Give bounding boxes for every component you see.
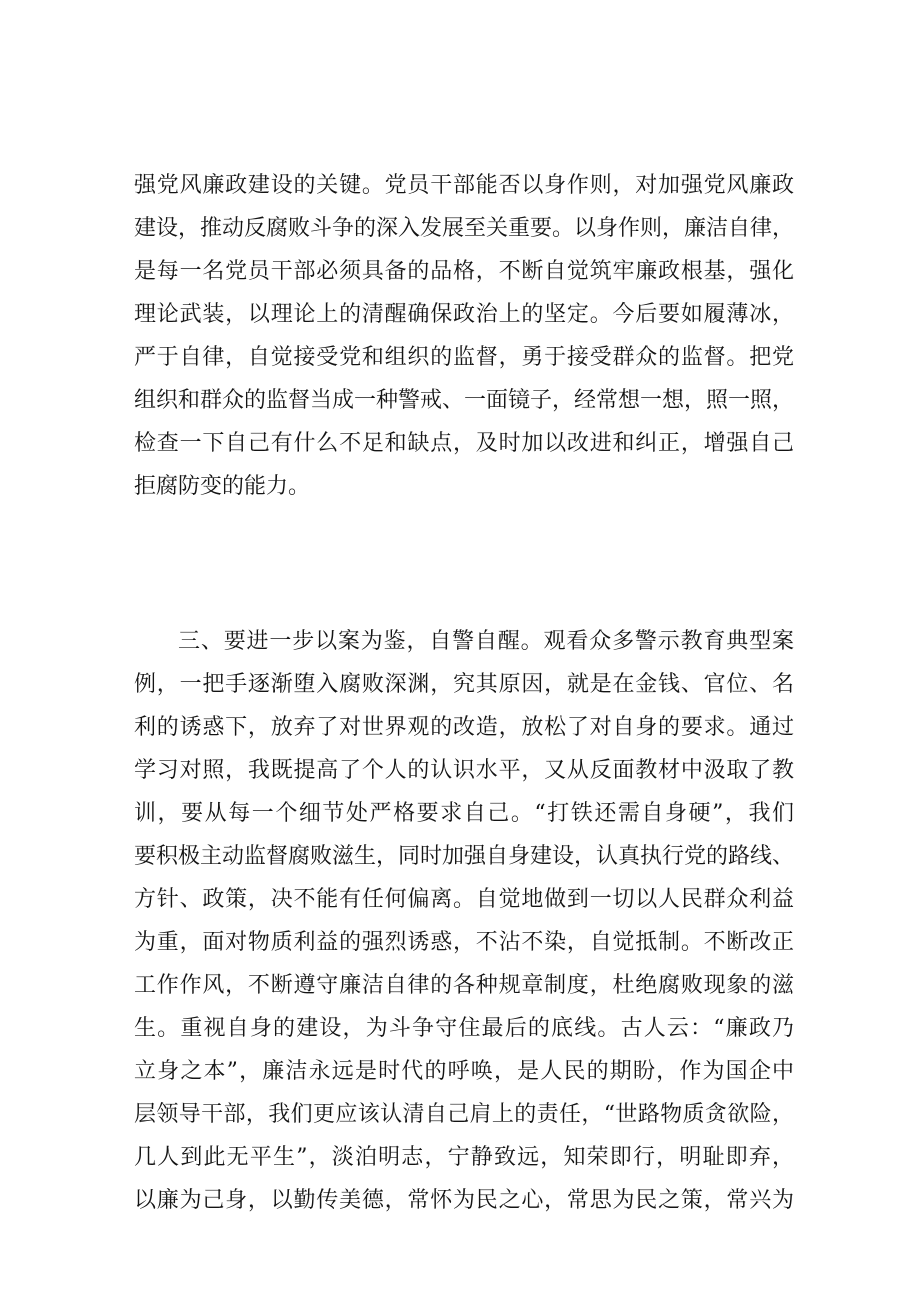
paragraph-line: 组织和群众的监督当成一种警戒、一面镜子，经常想一想，照一照， [134, 388, 795, 413]
paragraph-2 [134, 620, 794, 1222]
paragraph-line: 理论武装，以理论上的清醒确保政治上的坚定。今后要如履薄冰， [134, 302, 794, 327]
paragraph-line: 强党风廉政建设的关键。党员干部能否以身作则，对加强党风廉政 [134, 173, 794, 198]
paragraph-line: 拒腐防变的能力。 [134, 474, 311, 499]
paragraph-line: 几人到此无平生”，淡泊明志，宁静致远，知荣即行，明耻即弃， [134, 1145, 794, 1170]
paragraph-line: 生。重视自身的建设，为斗争守住最后的底线。古人云：“廉政乃 [134, 1016, 794, 1041]
paragraph-line: 方针、政策，决不能有任何偏离。自觉地做到一切以人民群众利益 [134, 887, 794, 912]
paragraph-line: 例，一把手逐渐堕入腐败深渊，究其原因，就是在金钱、官位、名 [134, 672, 794, 697]
paragraph-line: 学习对照，我既提高了个人的认识水平，又从反面教材中汲取了教 [134, 758, 794, 783]
paragraph-line: 工作作风，不断遵守廉洁自律的各种规章制度，杜绝腐败现象的滋 [134, 973, 794, 998]
paragraph-line: 层领导干部，我们更应该认清自己肩上的责任，“世路物质贪欲险， [134, 1102, 794, 1127]
paragraph-line: 以廉为己身，以勤传美德，常怀为民之心，常思为民之策，常兴为 [134, 1188, 794, 1213]
paragraph-line: 检查一下自己有什么不足和缺点，及时加以改进和纠正，增强自己 [134, 431, 794, 456]
paragraph-line: 为重，面对物质利益的强烈诱惑，不沾不染，自觉抵制。不断改正 [134, 930, 794, 955]
paragraph-line: 三、要进一步以案为鉴，自警自醒。观看众多警示教育典型案 [178, 629, 794, 654]
paragraph-line: 建设，推动反腐败斗争的深入发展至关重要。以身作则，廉洁自律， [134, 216, 795, 241]
paragraph-line: 是每一名党员干部必须具备的品格，不断自觉筑牢廉政根基，强化 [134, 259, 794, 284]
paragraph-line: 立身之本”，廉洁永远是时代的呼唤，是人民的期盼，作为国企中 [134, 1059, 794, 1084]
paragraph-line: 训，要从每一个细节处严格要求自己。“打铁还需自身硬”，我们 [134, 801, 794, 826]
paragraph-line: 要积极主动监督腐败滋生，同时加强自身建设，认真执行党的路线、 [134, 844, 795, 869]
paragraph-line: 严于自律，自觉接受党和组织的监督，勇于接受群众的监督。把党 [134, 345, 794, 370]
paragraph-line: 利的诱惑下，放弃了对世界观的改造，放松了对自身的要求。通过 [134, 715, 794, 740]
paragraph-1 [134, 164, 794, 508]
